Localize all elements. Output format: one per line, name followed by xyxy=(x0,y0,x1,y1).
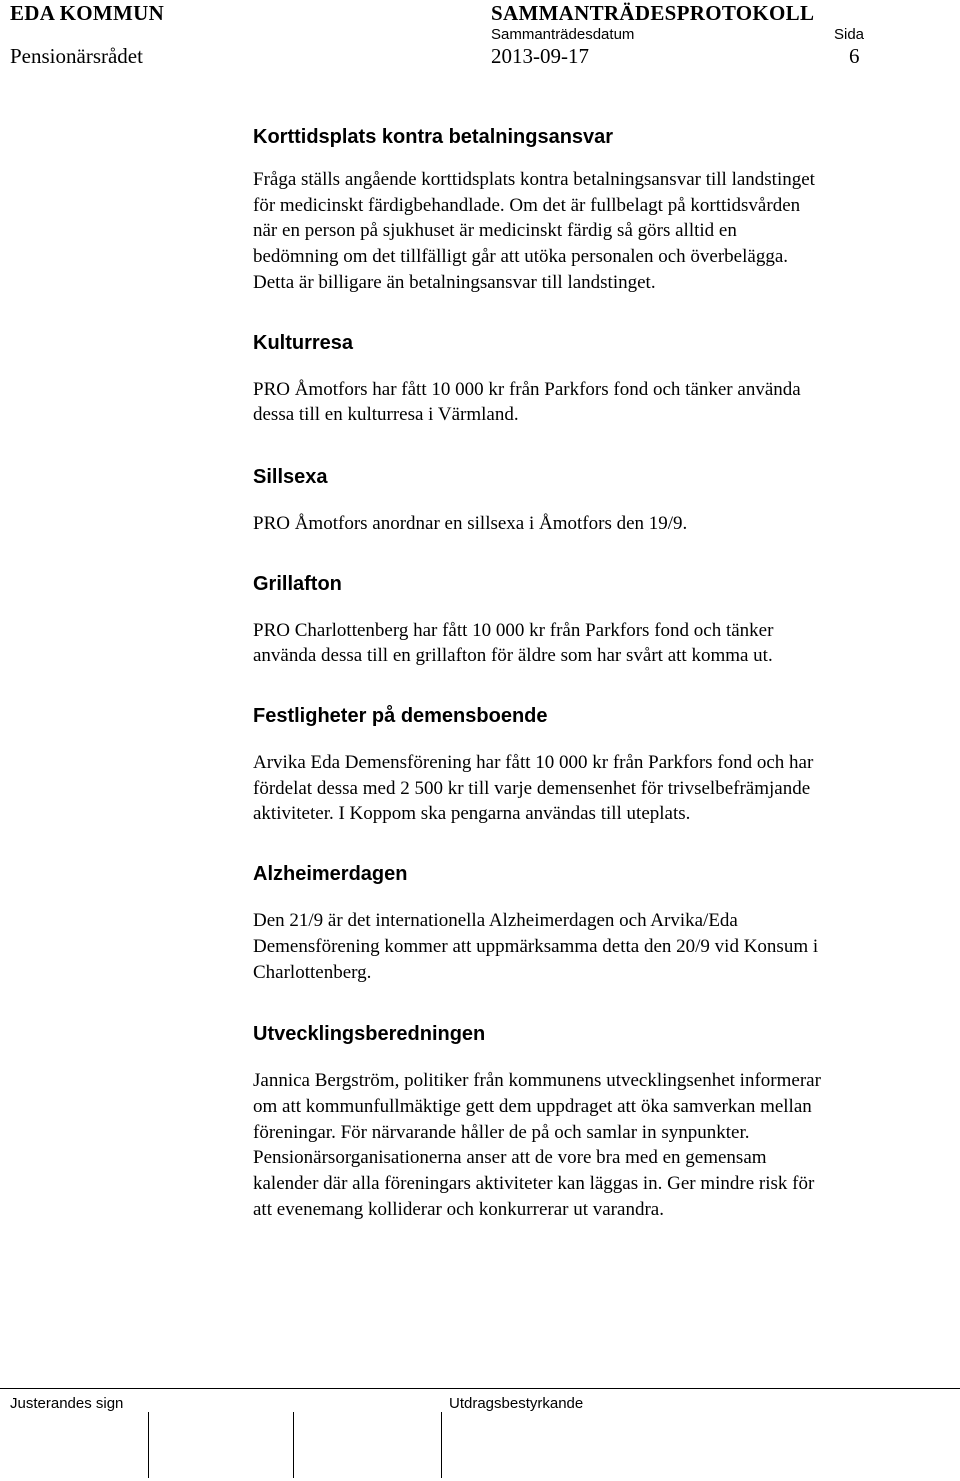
document-type: SAMMANTRÄDESPROTOKOLL xyxy=(491,1,815,25)
page-number: 6 xyxy=(849,44,860,68)
page-label: Sida xyxy=(834,26,865,43)
section-utvecklingsberedningen xyxy=(253,1021,943,1222)
section-heading: Korttidsplats kontra betalningsansvar xyxy=(253,126,614,148)
section-text: PRO Charlottenberg har fått 10 000 kr från Parkfors fond och tänker använda dessa till en grillafton för äldre som har svårt att komma ut. xyxy=(253,619,774,667)
signature-label: Justerandes sign xyxy=(10,1395,124,1412)
signature-box-divider xyxy=(293,1412,294,1478)
section-festligheter xyxy=(253,703,943,827)
signature-box-divider xyxy=(441,1412,442,1478)
section-text: Fråga ställs angående korttidsplats kontra betalningsansvar till landstinget för medicinskt färdigbehandlade. Om det är fullbelagt på korttidsvården när en person på sjukhuset är medicinskt färdig så görs alltid en bedömning om det tillfälligt går att utöka personalen och överbelägga. Detta är billigare än betalningsansvar till landstinget. xyxy=(253,169,815,293)
section-alzheimerdagen xyxy=(253,861,943,985)
section-heading: Alzheimerdagen xyxy=(253,863,408,886)
section-text: Den 21/9 är det internationella Alzheimerdagen och Arvika/Eda Demensförening kommer att uppmärksamma detta den 20/9 vid Konsum i Charlottenberg. xyxy=(253,910,819,983)
date-label: Sammanträdesdatum xyxy=(491,26,635,43)
body-name: Pensionärsrådet xyxy=(10,44,143,68)
organization-name: EDA KOMMUN xyxy=(10,1,165,25)
section-heading: Sillsexa xyxy=(253,465,328,488)
section-heading: Utvecklingsberedningen xyxy=(253,1023,486,1046)
section-heading: Grillafton xyxy=(253,572,342,595)
section-heading: Festligheter på demensboende xyxy=(253,705,548,728)
section-text: Jannica Bergström, politiker från kommunens utvecklingsenhet informerar om att kommunfullmäktige gett dem uppdraget att öka samverkan mellan föreningar. För närvarande håller de på och samlar in synpunkter. Pensionärsorganisationerna anser att de vore bra med en gemensam kalender där alla föreningars aktiviteter kan läggas in. Ger mindre risk för att evenemang kolliderar och konkurrerar ut varandra. xyxy=(253,1070,821,1220)
section-text: PRO Åmotfors har fått 10 000 kr från Parkfors fond och tänker använda dessa till en kulturresa i Värmland. xyxy=(253,378,801,426)
footer-divider xyxy=(0,1388,960,1389)
signature-box-divider xyxy=(148,1412,149,1478)
certified-label: Utdragsbestyrkande xyxy=(449,1395,584,1412)
minutes-content xyxy=(253,124,943,1222)
section-kulturresa xyxy=(253,330,943,428)
meeting-date: 2013-09-17 xyxy=(491,44,589,68)
section-korttidsplats xyxy=(253,124,943,296)
section-text: PRO Åmotfors anordnar en sillsexa i Åmotfors den 19/9. xyxy=(253,512,688,534)
section-text: Arvika Eda Demensförening har fått 10 000 kr från Parkfors fond och har fördelat dessa med 2 500 kr till varje demensenhet för trivselbefrämjande aktiviteter. I Koppom ska pengarna användas till uteplats. xyxy=(253,752,814,825)
section-heading: Kulturresa xyxy=(253,331,354,354)
section-grillafton xyxy=(253,571,943,669)
section-sillsexa xyxy=(253,464,943,537)
